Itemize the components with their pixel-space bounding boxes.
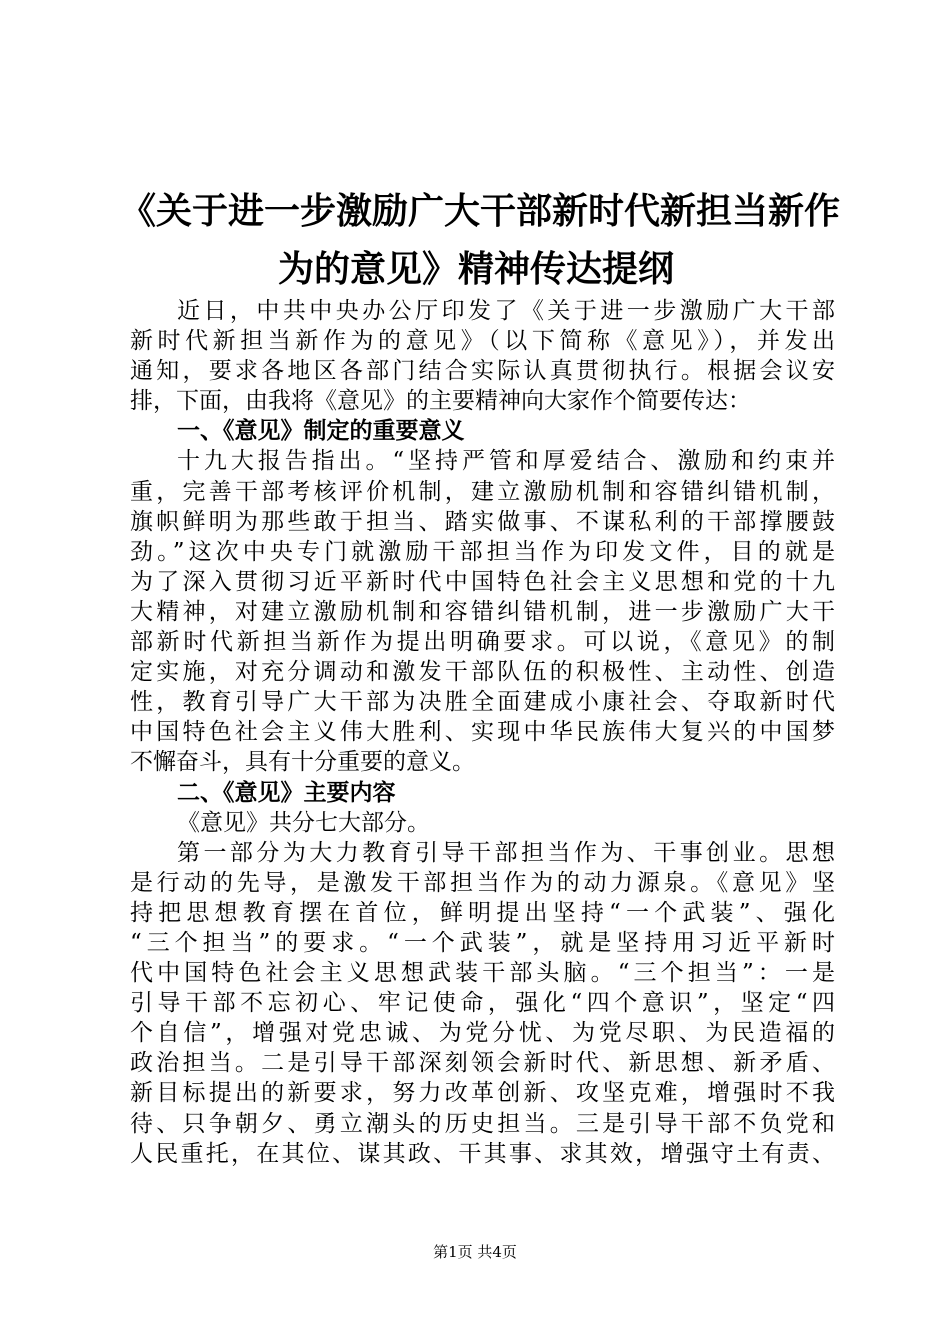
paragraph-line: 《意见》共分七大部分。 (177, 809, 430, 836)
paragraph-line: 中国特色社会主义伟大胜利、实现中华民族伟大复兴的中国梦 (130, 719, 835, 746)
section-heading-2: 二、《意见》主要内容 (177, 778, 396, 806)
paragraph-line: 引导干部不忘初心、牢记使命，强化“四个意识”，坚定“四 (130, 990, 835, 1017)
paragraph-line: 待、只争朝夕、勇立潮头的历史担当。三是引导干部不负党和 (130, 1110, 835, 1137)
paragraph-line: 重，完善干部考核评价机制，建立激励机制和容错纠错机制， (130, 478, 835, 505)
paragraph-line: 近日，中共中央办公厅印发了《关于进一步激励广大干部 (177, 298, 835, 324)
paragraph-line: 持把思想教育摆在首位，鲜明提出坚持“一个武装”、强化 (130, 899, 835, 926)
paragraph-line: 部新时代新担当新作为提出明确要求。可以说，《意见》的制 (130, 629, 835, 656)
paragraph-line: 是行动的先导，是激发干部担当作为的动力源泉。《意见》坚 (130, 869, 835, 896)
paragraph-line: 代中国特色社会主义思想武装干部头脑。“三个担当”：一是 (130, 960, 835, 987)
paragraph-line: 大精神，对建立激励机制和容错纠错机制，进一步激励广大干 (130, 598, 835, 625)
paragraph-line: 劲。”这次中央专门就激励干部担当作为印发文件，目的就是 (130, 538, 835, 565)
paragraph-line: “三个担当”的要求。“一个武装”，就是坚持用习近平新时 (130, 929, 835, 956)
paragraph-line: 排，下面，由我将《意见》的主要精神向大家作个简要传达： (130, 388, 751, 415)
document-title-line-1: 《关于进一步激励广大干部新时代新担当新作 (120, 190, 841, 232)
page-footer: 第1页 共4页 (433, 1243, 517, 1261)
paragraph-line: 个自信”，增强对党忠诚、为党分忧、为党尽职、为民造福的 (130, 1020, 835, 1047)
paragraph-line: 旗帜鲜明为那些敢于担当、踏实做事、不谋私利的干部撑腰鼓 (130, 508, 835, 535)
paragraph-line: 政治担当。二是引导干部深刻领会新时代、新思想、新矛盾、 (130, 1050, 835, 1077)
paragraph-line: 十九大报告指出。“坚持严管和厚爱结合、激励和约束并 (177, 448, 835, 475)
paragraph-line: 新目标提出的新要求，努力改革创新、攻坚克难，增强时不我 (130, 1080, 835, 1107)
paragraph-line: 新时代新担当新作为的意见》（以下简称《意见》），并发出 (130, 328, 835, 355)
document-body (130, 296, 835, 1169)
paragraph-line: 性，教育引导广大干部为决胜全面建成小康社会、夺取新时代 (130, 689, 835, 716)
section-heading-1: 一、《意见》制定的重要意义 (177, 417, 465, 445)
paragraph-line: 为了深入贯彻习近平新时代中国特色社会主义思想和党的十九 (130, 568, 835, 595)
paragraph-line: 定实施，对充分调动和激发干部队伍的积极性、主动性、创造 (130, 659, 835, 686)
paragraph-line: 第一部分为大力教育引导干部担当作为、干事创业。思想 (177, 839, 835, 866)
paragraph-line: 人民重托，在其位、谋其政、干其事、求其效，增强守土有责、 (130, 1140, 835, 1167)
paragraph-line: 通知，要求各地区各部门结合实际认真贯彻执行。根据会议安 (130, 358, 835, 385)
document-title-line-2: 为的意见》精神传达提纲 (277, 248, 674, 290)
paragraph-line: 不懈奋斗，具有十分重要的意义。 (130, 749, 475, 776)
